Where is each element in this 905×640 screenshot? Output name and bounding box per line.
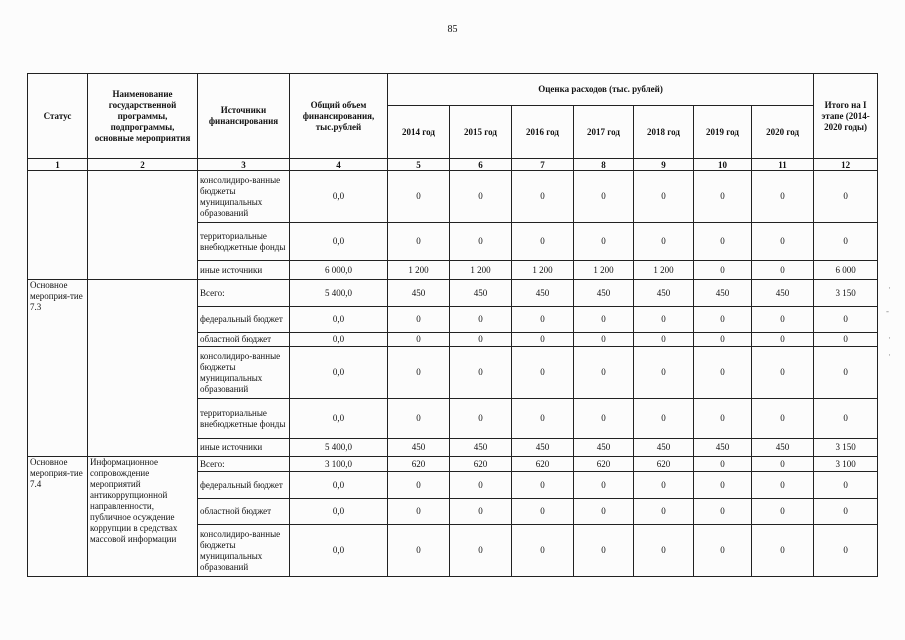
row-year-value: 0 bbox=[694, 525, 752, 577]
row-stage-total: 3 100 bbox=[814, 457, 878, 472]
row-year-value: 0 bbox=[752, 261, 814, 280]
row-source: иные источники bbox=[198, 261, 290, 280]
row-year-value: 450 bbox=[574, 439, 634, 457]
row-year-value: 0 bbox=[574, 525, 634, 577]
column-number: 12 bbox=[814, 159, 878, 171]
row-year-value: 0 bbox=[694, 499, 752, 525]
row-year-value: 620 bbox=[574, 457, 634, 472]
row-year-value: 0 bbox=[388, 472, 450, 499]
row-source: Всего: bbox=[198, 280, 290, 307]
row-stage-total: 6 000 bbox=[814, 261, 878, 280]
row-year-value: 0 bbox=[388, 223, 450, 261]
column-number: 2 bbox=[88, 159, 198, 171]
row-year-value: 0 bbox=[634, 499, 694, 525]
row-year-value: 0 bbox=[752, 333, 814, 347]
row-year-value: 0 bbox=[512, 333, 574, 347]
row-year-value: 0 bbox=[694, 261, 752, 280]
header-year: 2014 год bbox=[388, 106, 450, 159]
row-measure-name bbox=[88, 280, 198, 457]
row-year-value: 0 bbox=[634, 171, 694, 223]
scan-mark: · bbox=[888, 350, 891, 360]
row-year-value: 450 bbox=[574, 280, 634, 307]
row-status bbox=[28, 171, 88, 280]
financing-table bbox=[27, 73, 878, 577]
row-source: иные источники bbox=[198, 439, 290, 457]
row-total: 0,0 bbox=[290, 472, 388, 499]
row-year-value: 0 bbox=[388, 399, 450, 439]
row-year-value: 0 bbox=[694, 399, 752, 439]
row-year-value: 0 bbox=[574, 333, 634, 347]
row-year-value: 450 bbox=[388, 439, 450, 457]
row-measure-name bbox=[88, 171, 198, 280]
row-year-value: 0 bbox=[752, 499, 814, 525]
header-year: 2015 год bbox=[450, 106, 512, 159]
row-year-value: 450 bbox=[694, 439, 752, 457]
row-year-value: 0 bbox=[450, 171, 512, 223]
row-source: федеральный бюджет bbox=[198, 307, 290, 333]
row-year-value: 450 bbox=[752, 280, 814, 307]
row-stage-total: 0 bbox=[814, 399, 878, 439]
row-year-value: 0 bbox=[752, 347, 814, 399]
row-year-value: 0 bbox=[450, 347, 512, 399]
row-source: областной бюджет bbox=[198, 499, 290, 525]
row-year-value: 0 bbox=[574, 399, 634, 439]
row-year-value: 0 bbox=[752, 472, 814, 499]
row-year-value: 0 bbox=[512, 525, 574, 577]
column-number: 1 bbox=[28, 159, 88, 171]
row-total: 0,0 bbox=[290, 525, 388, 577]
row-year-value: 450 bbox=[752, 439, 814, 457]
row-year-value: 0 bbox=[752, 525, 814, 577]
row-year-value: 0 bbox=[694, 347, 752, 399]
row-year-value: 450 bbox=[694, 280, 752, 307]
row-year-value: 450 bbox=[450, 439, 512, 457]
row-year-value: 0 bbox=[752, 307, 814, 333]
scan-mark: · bbox=[888, 283, 891, 293]
row-year-value: 450 bbox=[450, 280, 512, 307]
scan-mark: · bbox=[888, 333, 891, 343]
row-year-value: 1 200 bbox=[450, 261, 512, 280]
row-year-value: 0 bbox=[634, 223, 694, 261]
row-year-value: 0 bbox=[694, 472, 752, 499]
column-number: 10 bbox=[694, 159, 752, 171]
row-stage-total: 3 150 bbox=[814, 280, 878, 307]
row-year-value: 0 bbox=[450, 223, 512, 261]
row-status: Основное мероприя-тие 7.4 bbox=[28, 457, 88, 577]
row-year-value: 0 bbox=[388, 171, 450, 223]
row-source: консолидиро-ванные бюджеты муниципальных образований bbox=[198, 171, 290, 223]
row-year-value: 0 bbox=[694, 171, 752, 223]
row-year-value: 0 bbox=[512, 171, 574, 223]
row-source: областной бюджет bbox=[198, 333, 290, 347]
row-year-value: 0 bbox=[388, 499, 450, 525]
row-total: 0,0 bbox=[290, 307, 388, 333]
row-stage-total: 0 bbox=[814, 525, 878, 577]
row-year-value: 0 bbox=[512, 399, 574, 439]
row-source: территориальные внебюджетные фонды bbox=[198, 223, 290, 261]
row-stage-total: 3 150 bbox=[814, 439, 878, 457]
row-year-value: 0 bbox=[634, 347, 694, 399]
row-stage-total: 0 bbox=[814, 347, 878, 399]
row-source: Всего: bbox=[198, 457, 290, 472]
row-year-value: 0 bbox=[450, 525, 512, 577]
table-row bbox=[28, 171, 878, 223]
column-number: 11 bbox=[752, 159, 814, 171]
row-year-value: 450 bbox=[634, 439, 694, 457]
row-total: 3 100,0 bbox=[290, 457, 388, 472]
header-year: 2016 год bbox=[512, 106, 574, 159]
row-year-value: 0 bbox=[634, 525, 694, 577]
row-total: 5 400,0 bbox=[290, 280, 388, 307]
page-number: 85 bbox=[447, 24, 458, 35]
row-stage-total: 0 bbox=[814, 472, 878, 499]
row-year-value: 0 bbox=[752, 457, 814, 472]
row-year-value: 0 bbox=[388, 347, 450, 399]
row-year-value: 0 bbox=[694, 457, 752, 472]
row-year-value: 1 200 bbox=[634, 261, 694, 280]
row-year-value: 0 bbox=[450, 307, 512, 333]
header-status: Статус bbox=[28, 74, 88, 159]
row-status: Основное мероприя-тие 7.3 bbox=[28, 280, 88, 457]
row-year-value: 0 bbox=[512, 347, 574, 399]
header-stage-total: Итого на I этапе (2014-2020 годы) bbox=[814, 74, 878, 159]
row-year-value: 0 bbox=[574, 347, 634, 399]
row-year-value: 0 bbox=[450, 399, 512, 439]
row-year-value: 620 bbox=[634, 457, 694, 472]
table-row bbox=[28, 457, 878, 472]
row-year-value: 0 bbox=[694, 307, 752, 333]
row-year-value: 0 bbox=[634, 399, 694, 439]
header-year: 2020 год bbox=[752, 106, 814, 159]
row-year-value: 1 200 bbox=[512, 261, 574, 280]
row-year-value: 0 bbox=[752, 171, 814, 223]
row-year-value: 0 bbox=[574, 499, 634, 525]
row-year-value: 450 bbox=[388, 280, 450, 307]
row-year-value: 620 bbox=[512, 457, 574, 472]
header-total-volume: Общий объем финансирования, тыс.рублей bbox=[290, 74, 388, 159]
row-total: 0,0 bbox=[290, 499, 388, 525]
row-year-value: 0 bbox=[574, 472, 634, 499]
row-year-value: 0 bbox=[694, 223, 752, 261]
row-total: 0,0 bbox=[290, 223, 388, 261]
header-expense-group: Оценка расходов (тыс. рублей) bbox=[388, 74, 814, 106]
row-stage-total: 0 bbox=[814, 223, 878, 261]
row-year-value: 0 bbox=[388, 525, 450, 577]
row-source: консолидиро-ванные бюджеты муниципальных образований bbox=[198, 525, 290, 577]
row-year-value: 0 bbox=[752, 223, 814, 261]
row-year-value: 0 bbox=[694, 333, 752, 347]
row-year-value: 0 bbox=[388, 333, 450, 347]
row-year-value: 0 bbox=[512, 307, 574, 333]
row-year-value: 0 bbox=[450, 472, 512, 499]
row-year-value: 450 bbox=[512, 280, 574, 307]
row-year-value: 0 bbox=[752, 399, 814, 439]
row-year-value: 0 bbox=[574, 223, 634, 261]
row-stage-total: 0 bbox=[814, 307, 878, 333]
row-total: 0,0 bbox=[290, 333, 388, 347]
header-year: 2017 год bbox=[574, 106, 634, 159]
row-year-value: 1 200 bbox=[574, 261, 634, 280]
row-total: 0,0 bbox=[290, 171, 388, 223]
column-number: 6 bbox=[450, 159, 512, 171]
row-year-value: 620 bbox=[450, 457, 512, 472]
header-year: 2018 год bbox=[634, 106, 694, 159]
row-year-value: 0 bbox=[512, 223, 574, 261]
column-number: 7 bbox=[512, 159, 574, 171]
table-body bbox=[28, 171, 878, 577]
row-year-value: 0 bbox=[388, 307, 450, 333]
row-stage-total: 0 bbox=[814, 333, 878, 347]
column-number: 3 bbox=[198, 159, 290, 171]
row-year-value: 1 200 bbox=[388, 261, 450, 280]
header-name: Наименование государственной программы, подпрограммы, основные мероприятия bbox=[88, 74, 198, 159]
row-source: консолидиро-ванные бюджеты муниципальных образований bbox=[198, 347, 290, 399]
row-total: 5 400,0 bbox=[290, 439, 388, 457]
column-number-row bbox=[28, 159, 878, 171]
row-stage-total: 0 bbox=[814, 499, 878, 525]
row-total: 6 000,0 bbox=[290, 261, 388, 280]
header-sources: Источники финансирования bbox=[198, 74, 290, 159]
row-total: 0,0 bbox=[290, 399, 388, 439]
row-source: федеральный бюджет bbox=[198, 472, 290, 499]
row-year-value: 0 bbox=[634, 307, 694, 333]
row-stage-total: 0 bbox=[814, 171, 878, 223]
row-year-value: 620 bbox=[388, 457, 450, 472]
row-year-value: 0 bbox=[512, 499, 574, 525]
row-measure-name: Информационное сопровождение мероприятий антикоррупционной направленности, публичное осуждение коррупции в средствах массовой информации bbox=[88, 457, 198, 577]
row-year-value: 0 bbox=[574, 307, 634, 333]
row-year-value: 0 bbox=[450, 333, 512, 347]
row-year-value: 0 bbox=[634, 333, 694, 347]
row-year-value: 0 bbox=[634, 472, 694, 499]
row-total: 0,0 bbox=[290, 347, 388, 399]
column-number: 9 bbox=[634, 159, 694, 171]
table-row bbox=[28, 280, 878, 307]
scan-mark: - bbox=[886, 306, 889, 316]
row-year-value: 450 bbox=[634, 280, 694, 307]
column-number: 8 bbox=[574, 159, 634, 171]
row-year-value: 450 bbox=[512, 439, 574, 457]
row-year-value: 0 bbox=[450, 499, 512, 525]
header-year: 2019 год bbox=[694, 106, 752, 159]
row-year-value: 0 bbox=[574, 171, 634, 223]
column-number: 5 bbox=[388, 159, 450, 171]
row-year-value: 0 bbox=[512, 472, 574, 499]
column-number: 4 bbox=[290, 159, 388, 171]
row-source: территориальные внебюджетные фонды bbox=[198, 399, 290, 439]
